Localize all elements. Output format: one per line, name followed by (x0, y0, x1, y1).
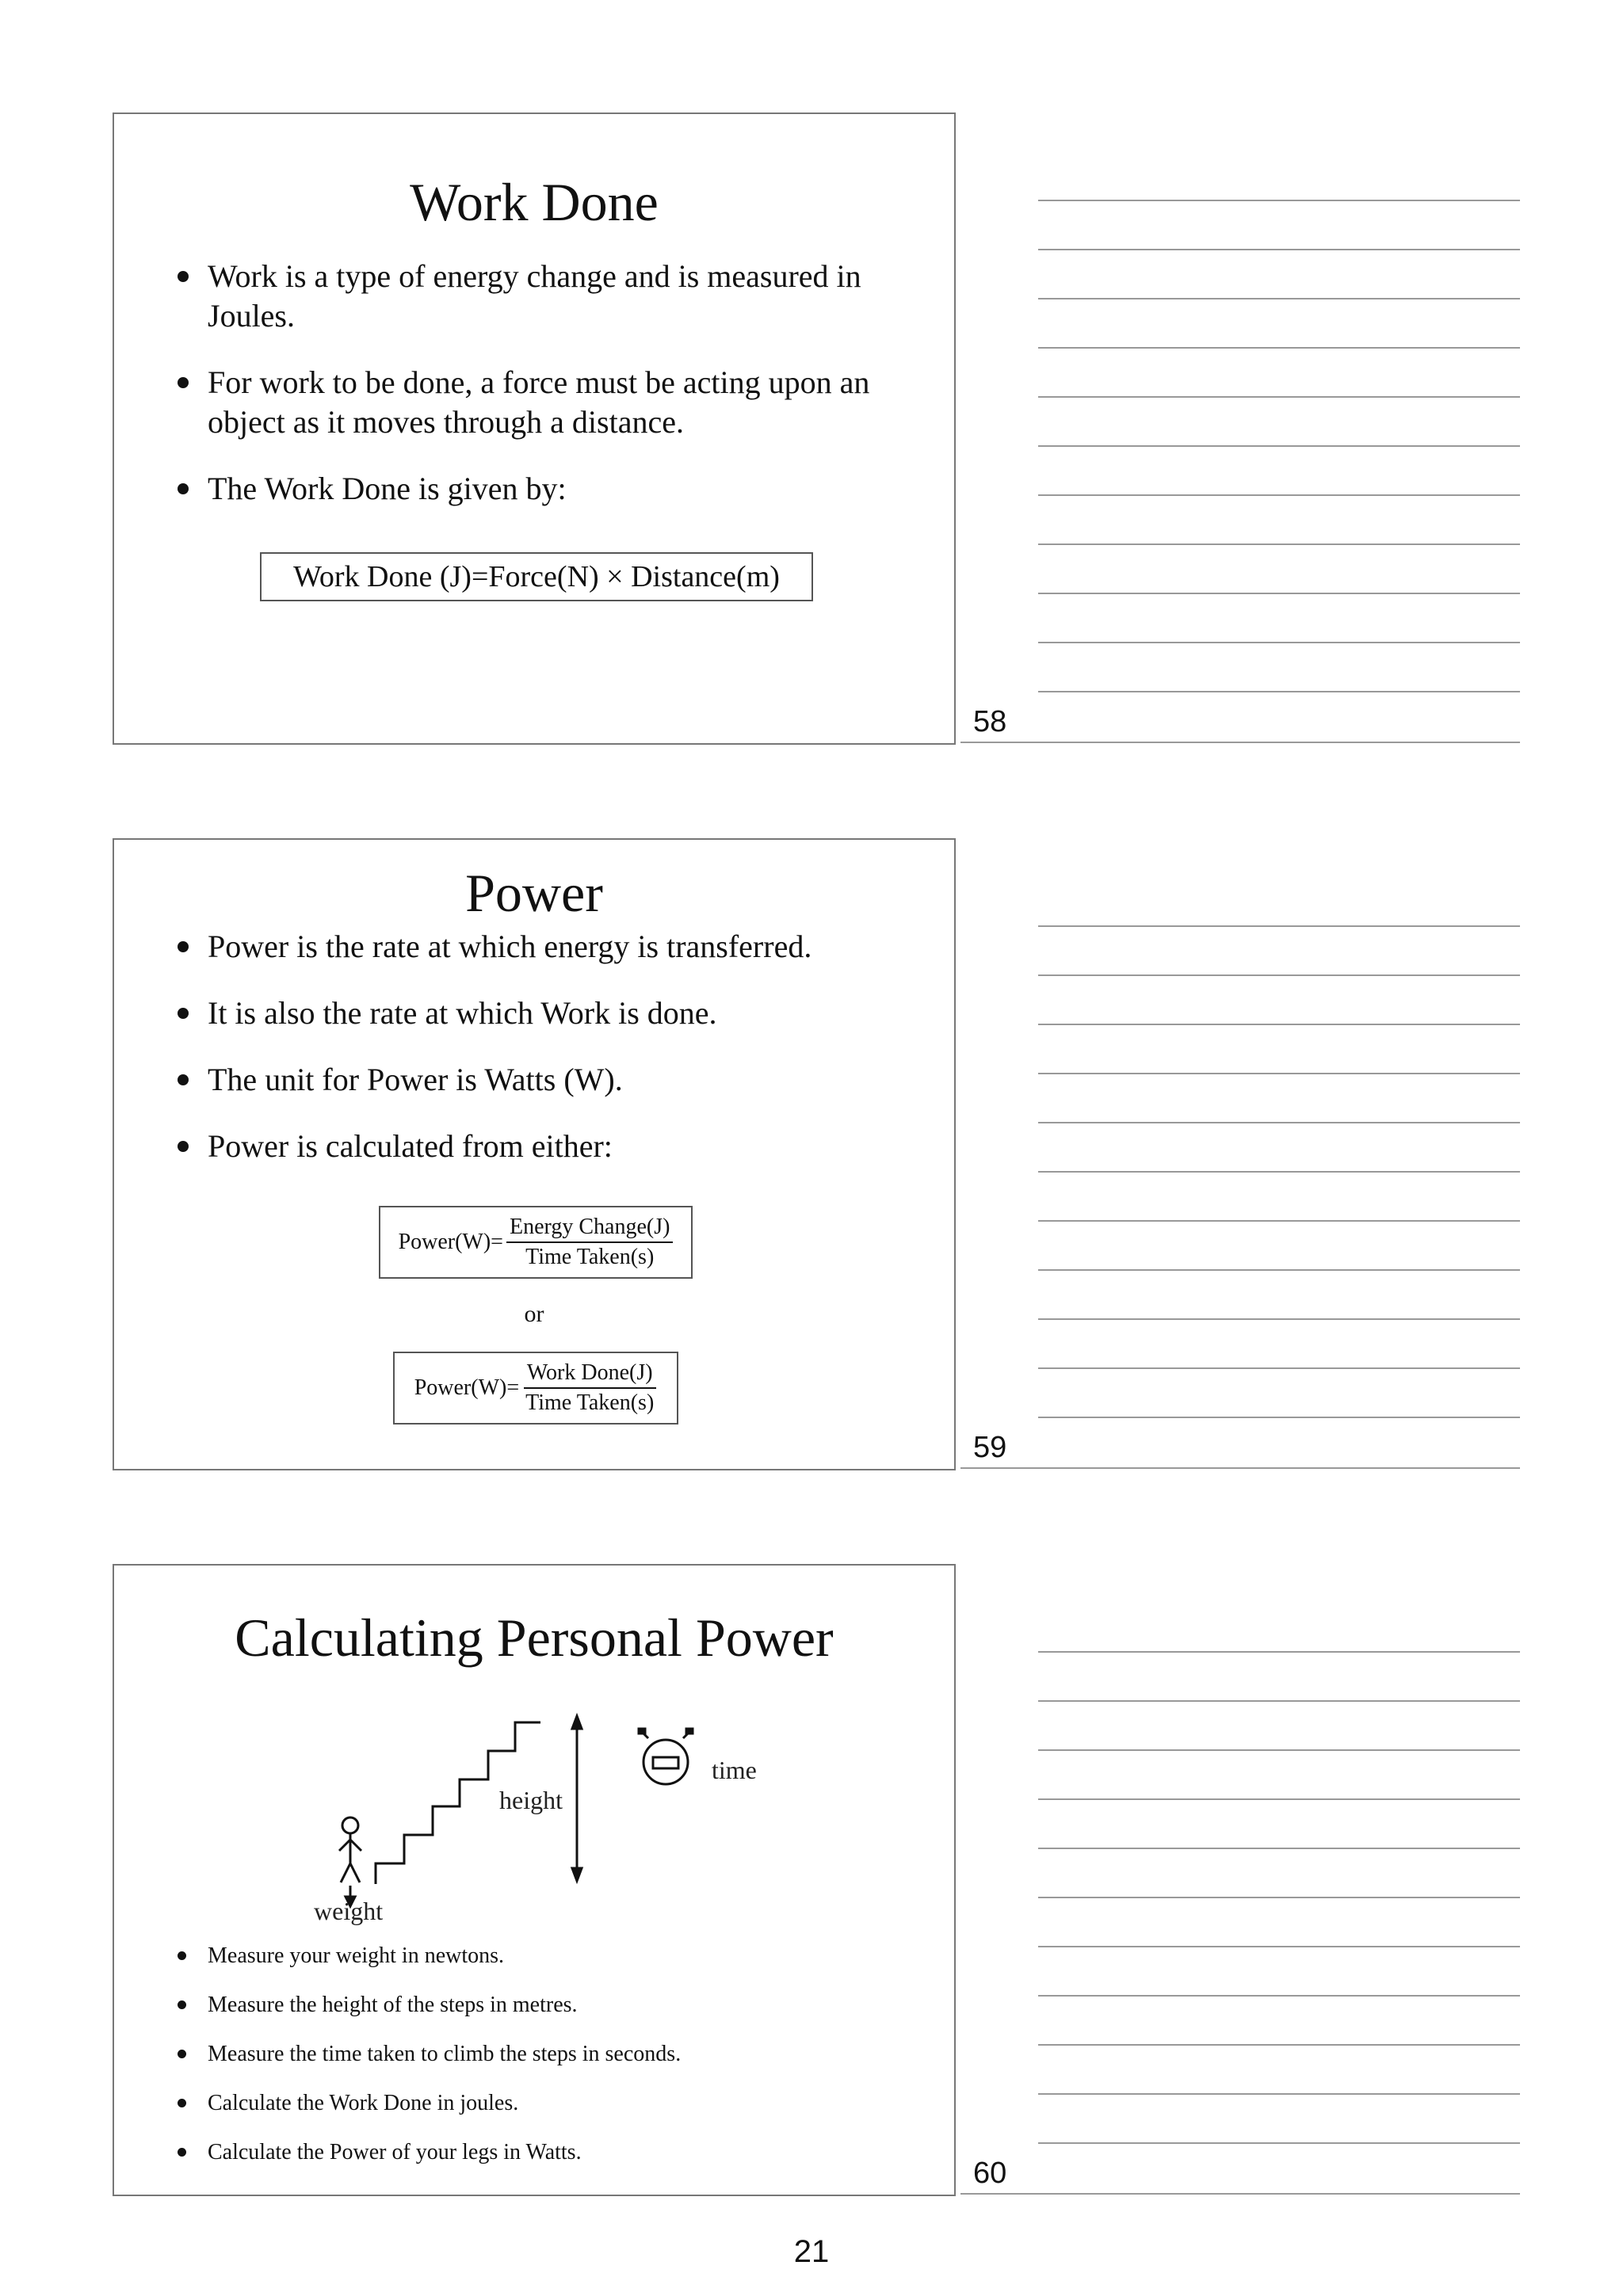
or-separator: or (524, 1301, 544, 1327)
formula-lhs: Power(W)= (414, 1375, 520, 1400)
fraction-numerator: Work Done(J) (524, 1360, 656, 1389)
note-line (1038, 1417, 1520, 1418)
fraction (522, 1360, 657, 1416)
slide-number: 58 (973, 705, 1007, 738)
slide-title: Work Done (410, 172, 659, 232)
note-line (1038, 543, 1520, 545)
note-line (1038, 1122, 1520, 1123)
note-line (1038, 2142, 1520, 2144)
note-line (960, 1467, 1520, 1469)
slide-number: 60 (973, 2157, 1007, 2190)
note-line (1038, 1024, 1520, 1025)
formula-text: Work Done (J)=Force(N) × Distance(m) (293, 560, 780, 593)
bullet-item: Work is a type of energy change and is measured in Joules. (176, 257, 907, 336)
note-line (960, 2193, 1520, 2195)
bullet-item: The Work Done is given by: (176, 469, 907, 509)
note-line (1038, 1318, 1520, 1320)
stick-figure (339, 1817, 361, 1882)
note-line (1038, 249, 1520, 250)
time-label: time (712, 1756, 757, 1784)
slide-power (113, 838, 956, 1470)
note-line (1038, 1700, 1520, 1702)
stopwatch-icon (639, 1729, 693, 1784)
note-line (1038, 642, 1520, 643)
bullet-item: Calculate the Power of your legs in Watts. (176, 2139, 907, 2188)
power-energy-formula (379, 1206, 693, 1279)
bullet-list (176, 927, 907, 1166)
note-line (1038, 1269, 1520, 1271)
note-line (1038, 200, 1520, 201)
note-line (1038, 2044, 1520, 2046)
bullet-item: Measure your weight in newtons. (176, 1943, 907, 1992)
weight-label: weight (314, 1897, 384, 1925)
bullet-item: It is also the rate at which Work is done. (176, 994, 907, 1033)
note-line (1038, 1995, 1520, 1997)
fraction-denominator: Time Taken(s) (525, 1245, 655, 1269)
note-line (1038, 1848, 1520, 1849)
slide-work-done (113, 113, 956, 745)
note-line (1038, 925, 1520, 927)
note-line (1038, 396, 1520, 398)
note-line (1038, 593, 1520, 594)
note-line (1038, 1749, 1520, 1751)
slide-number: 59 (973, 1431, 1007, 1464)
note-line (1038, 691, 1520, 692)
page-number: 21 (793, 2234, 830, 2269)
note-line (1038, 347, 1520, 349)
note-line (1038, 445, 1520, 447)
bullet-item: The unit for Power is Watts (W). (176, 1060, 907, 1100)
note-line (1038, 1946, 1520, 1947)
bullet-item: Power is the rate at which energy is transferred. (176, 927, 907, 967)
bullet-item: Power is calculated from either: (176, 1127, 907, 1166)
fraction-numerator: Energy Change(J) (506, 1215, 673, 1243)
note-line (1038, 2093, 1520, 2095)
note-line (1038, 494, 1520, 496)
fraction (506, 1215, 673, 1270)
note-line (1038, 298, 1520, 299)
note-line (1038, 1073, 1520, 1074)
note-line (1038, 1651, 1520, 1653)
formula-lhs: Power(W)= (398, 1230, 503, 1254)
bullet-list (176, 257, 907, 509)
work-done-formula (260, 552, 813, 601)
note-line (960, 742, 1520, 743)
slide-title: Calculating Personal Power (235, 1608, 834, 1668)
bullet-list (176, 1943, 907, 2188)
note-line (1038, 974, 1520, 976)
note-line (1038, 1367, 1520, 1369)
height-label: height (499, 1786, 563, 1814)
note-line (1038, 1798, 1520, 1800)
slide-personal-power (113, 1564, 956, 2196)
slide-title: Power (465, 863, 603, 923)
power-work-formula (393, 1352, 678, 1425)
bullet-item: For work to be done, a force must be acting upon an object as it moves through a distance. (176, 363, 907, 442)
note-line (1038, 1897, 1520, 1898)
note-line (1038, 1171, 1520, 1173)
note-line (1038, 1220, 1520, 1222)
bullet-item: Calculate the Work Done in joules. (176, 2090, 907, 2139)
bullet-item: Measure the height of the steps in metres. (176, 1992, 907, 2041)
stair-climb-diagram (114, 1708, 957, 1946)
fraction-denominator: Time Taken(s) (525, 1390, 655, 1415)
bullet-item: Measure the time taken to climb the steps in seconds. (176, 2041, 907, 2090)
height-arrow (572, 1716, 582, 1881)
